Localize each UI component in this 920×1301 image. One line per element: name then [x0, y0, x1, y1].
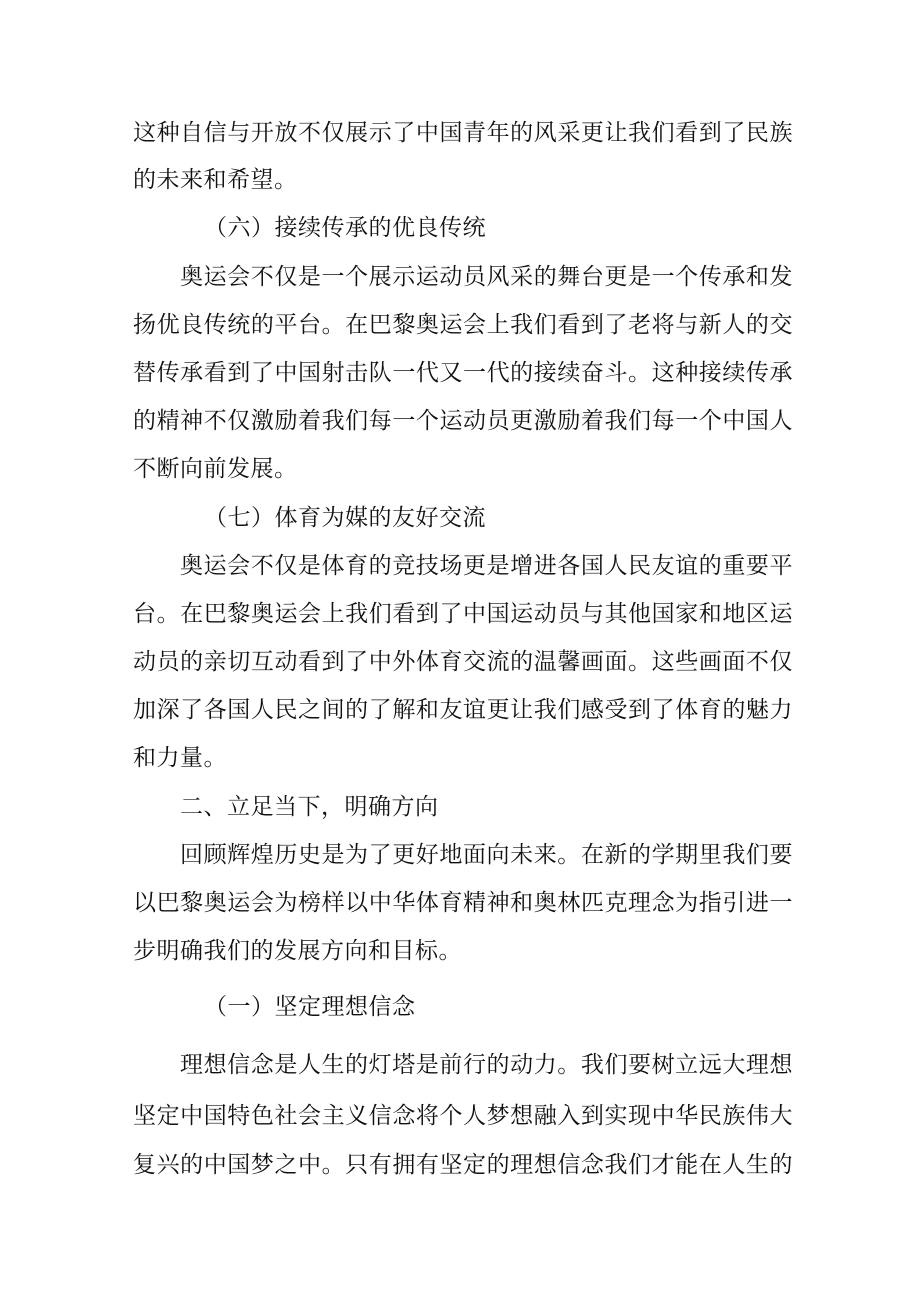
- paragraph-line: 奥运会不仅是体育的竞技场更是增进各国人民友谊的重要平: [180, 553, 793, 579]
- paragraph-line: 台。在巴黎奥运会上我们看到了中国运动员与其他国家和地区运: [133, 601, 793, 627]
- section-heading: （一）坚定理想信念: [204, 994, 416, 1020]
- paragraph-line: 回顾辉煌历史是为了更好地面向未来。在新的学期里我们要: [180, 842, 793, 868]
- paragraph-line: 替传承看到了中国射击队一代又一代的接续奋斗。这种接续传承: [133, 360, 793, 386]
- paragraph-line: 以巴黎奥运会为榜样以中华体育精神和奥林匹克理念为指引进一: [133, 890, 793, 916]
- paragraph-line: 动员的亲切互动看到了中外体育交流的温馨画面。这些画面不仅: [133, 649, 793, 675]
- paragraph-line: 奥运会不仅是一个展示运动员风采的舞台更是一个传承和发: [180, 264, 793, 290]
- paragraph-line: 扬优良传统的平台。在巴黎奥运会上我们看到了老将与新人的交: [133, 312, 793, 338]
- paragraph-line: 和力量。: [133, 745, 227, 771]
- chapter-heading: 二、立足当下，明确方向: [180, 794, 439, 820]
- paragraph-line: 步明确我们的发展方向和目标。: [133, 938, 462, 964]
- paragraph-line: 这种自信与开放不仅展示了中国青年的风采更让我们看到了民族: [133, 120, 793, 146]
- paragraph-line: 复兴的中国梦之中。只有拥有坚定的理想信念我们才能在人生的: [133, 1152, 793, 1178]
- paragraph-line: 加深了各国人民之间的了解和友谊更让我们感受到了体育的魅力: [133, 697, 793, 723]
- paragraph-line: 的精神不仅激励着我们每一个运动员更激励着我们每一个中国人: [133, 408, 793, 434]
- paragraph-line: 的未来和希望。: [133, 167, 298, 193]
- paragraph-line: 坚定中国特色社会主义信念将个人梦想融入到实现中华民族伟大: [133, 1103, 793, 1129]
- paragraph-line: 理想信念是人生的灯塔是前行的动力。我们要树立远大理想: [180, 1052, 793, 1078]
- section-heading: （六）接续传承的优良传统: [204, 215, 486, 241]
- paragraph-line: 不断向前发展。: [133, 456, 298, 482]
- section-heading: （七）体育为媒的友好交流: [204, 505, 486, 531]
